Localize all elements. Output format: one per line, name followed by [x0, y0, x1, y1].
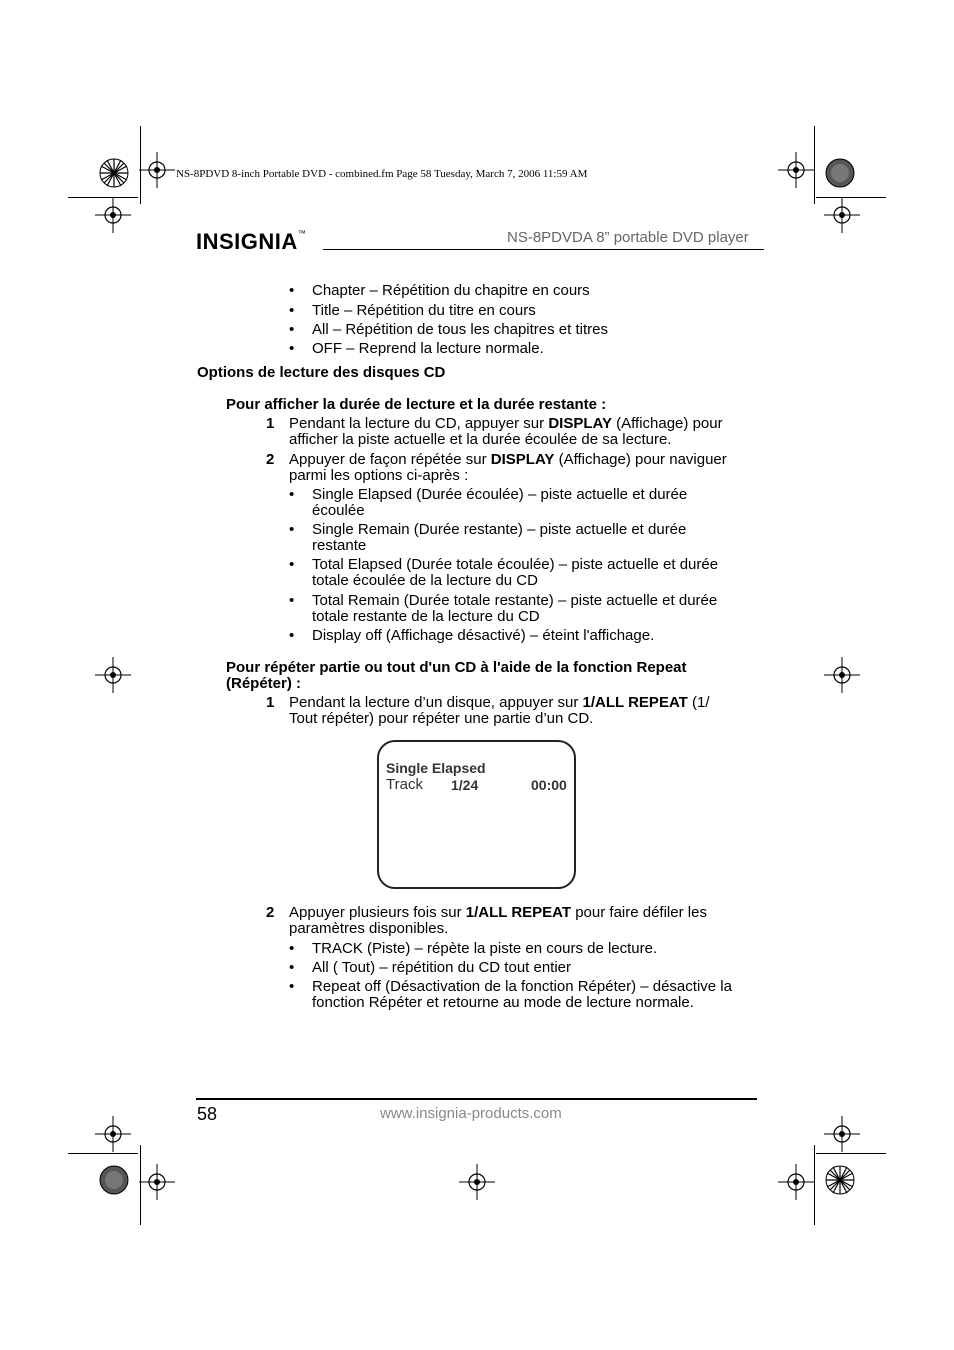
button-name: 1/ALL REPEAT: [582, 694, 688, 711]
registration-crosshair-icon: [93, 1114, 133, 1154]
step-text-part: (Affichage) pour: [611, 415, 723, 432]
bullet: •: [289, 940, 295, 957]
registration-crosshair-icon: [822, 1114, 862, 1154]
bullet: •: [289, 486, 295, 503]
bullet: •: [289, 521, 295, 538]
step-number: 2: [266, 904, 275, 921]
step-number: 1: [266, 415, 275, 432]
list-item: Display off (Affichage désactivé) – éteint l'affichage.: [312, 627, 655, 644]
registration-sunburst-icon: [94, 153, 134, 193]
step-text: [289, 905, 707, 921]
footer-url: www.insignia-products.com: [380, 1105, 562, 1122]
registration-crosshair-icon: [822, 655, 862, 695]
registration-crosshair-icon: [137, 150, 177, 190]
step-text-part: Pendant la lecture du CD, appuyer sur: [289, 415, 549, 432]
brand-logo-text: INSIGNIA: [196, 229, 298, 254]
brand-logo-tm: ™: [297, 229, 307, 238]
bullet: •: [289, 340, 295, 357]
list-item: Repeat off (Désactivation de la fonction Répéter) – désactive la: [312, 978, 732, 995]
running-title: NS-8PDVDA 8” portable DVD player: [507, 229, 749, 246]
step-text-part: (Affichage) pour naviguer: [554, 451, 727, 468]
registration-crosshair-icon: [457, 1162, 497, 1202]
list-item: Total Elapsed (Durée totale écoulée) – piste actuelle et durée: [312, 556, 719, 573]
step-text-part: pour faire défiler les: [571, 904, 707, 921]
list-item: Title – Répétition du titre en cours: [312, 302, 536, 319]
registration-crosshair-icon: [822, 195, 862, 235]
step-text-part: Pendant la lecture d’un disque, appuyer sur: [289, 694, 583, 711]
step-text: [289, 695, 710, 711]
step-number: 1: [266, 694, 275, 711]
step-text-part: Appuyer de façon répétée sur: [289, 451, 491, 468]
step-number: 2: [266, 451, 275, 468]
list-item: Chapter – Répétition du chapitre en cours: [312, 282, 590, 299]
list-item: TRACK (Piste) – répète la piste en cours de lecture.: [312, 940, 658, 957]
list-item: écoulée: [312, 502, 365, 519]
bullet: •: [289, 302, 295, 319]
registration-crosshair-icon: [93, 655, 133, 695]
step-text: [289, 452, 727, 468]
list-item: totale écoulée de la lecture du CD: [312, 572, 538, 589]
subsection-heading: Pour afficher la durée de lecture et la durée restante :: [226, 396, 607, 413]
osd-track-label: Track: [386, 776, 423, 793]
subsection-heading: (Répéter) :: [226, 675, 302, 692]
step-text: Tout répéter) pour répéter une partie d’un CD.: [289, 710, 594, 727]
osd-screen-illustration: [377, 740, 576, 889]
step-text-part: Appuyer plusieurs fois sur: [289, 904, 466, 921]
page-number: 58: [197, 1104, 218, 1124]
registration-crosshair-icon: [776, 150, 816, 190]
list-item: Single Remain (Durée restante) – piste actuelle et durée: [312, 521, 687, 538]
bullet: •: [289, 556, 295, 573]
registration-gray-disc-icon: [94, 1160, 134, 1200]
bullet: •: [289, 627, 295, 644]
registration-crosshair-icon: [137, 1162, 177, 1202]
list-item: totale restante de la lecture du CD: [312, 608, 540, 625]
step-text: afficher la piste actuelle et la durée écoulée de sa lecture.: [289, 431, 672, 448]
bullet: •: [289, 282, 295, 299]
list-item: Total Remain (Durée totale restante) – piste actuelle et durée: [312, 592, 718, 609]
footer-divider: [196, 1098, 757, 1100]
list-item: All ( Tout) – répétition du CD tout entier: [312, 959, 572, 976]
step-text: [289, 416, 723, 432]
subsection-heading: Pour répéter partie ou tout d'un CD à l'aide de la fonction Repeat: [226, 659, 687, 676]
list-item: All – Répétition de tous les chapitres et titres: [312, 321, 608, 338]
step-text-part: (1/: [687, 694, 710, 711]
step-text: parmi les options ci-après :: [289, 467, 469, 484]
file-info: NS-8PDVD 8-inch Portable DVD - combined.fm Page 58 Tuesday, March 7, 2006 11:59 AM: [176, 168, 588, 180]
registration-crosshair-icon: [93, 195, 133, 235]
list-item: OFF – Reprend la lecture normale.: [312, 340, 544, 357]
registration-crosshair-icon: [776, 1162, 816, 1202]
list-item: fonction Répéter et retourne au mode de lecture normale.: [312, 994, 694, 1011]
registration-gray-disc-icon: [820, 153, 860, 193]
button-name: 1/ALL REPEAT: [465, 904, 572, 921]
osd-mode-title: Single Elapsed: [386, 760, 486, 776]
bullet: •: [289, 321, 295, 338]
section-heading: Options de lecture des disques CD: [197, 364, 446, 381]
osd-time: 00:00: [531, 777, 567, 793]
list-item: restante: [312, 537, 367, 554]
bullet: •: [289, 978, 295, 995]
brand-logo: [196, 229, 306, 255]
step-text: paramètres disponibles.: [289, 920, 449, 937]
osd-track-value: 1/24: [451, 777, 479, 793]
button-name: DISPLAY: [490, 451, 555, 468]
registration-sunburst-icon: [820, 1160, 860, 1200]
bullet: •: [289, 592, 295, 609]
list-item: Single Elapsed (Durée écoulée) – piste actuelle et durée: [312, 486, 688, 503]
button-name: DISPLAY: [548, 415, 612, 432]
header-divider: [323, 249, 764, 250]
bullet: •: [289, 959, 295, 976]
